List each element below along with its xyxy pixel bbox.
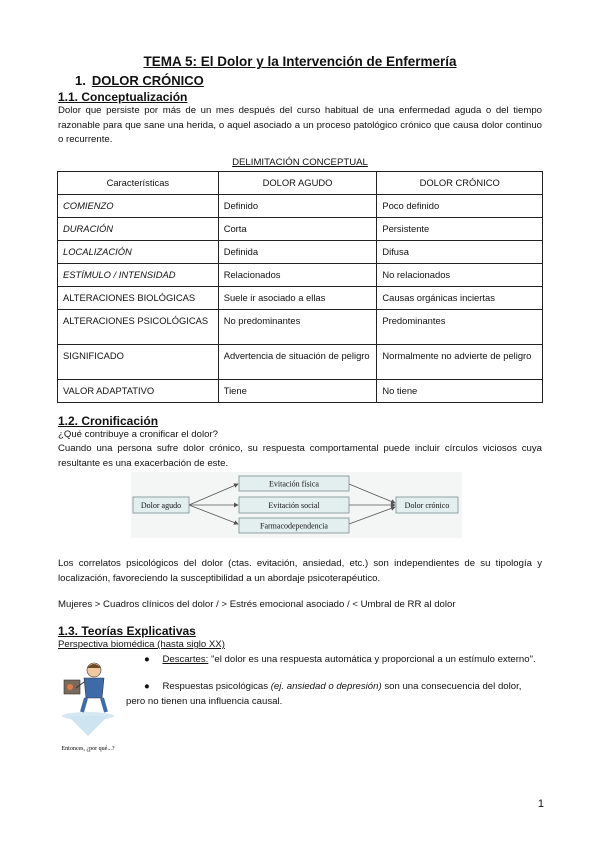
- table-cell: Poco definido: [377, 195, 543, 218]
- diagram-node-start-label: Dolor agudo: [140, 501, 182, 510]
- section-title: DOLOR CRÓNICO: [91, 73, 204, 88]
- diagram-arrow: [189, 505, 238, 524]
- table-cell: COMIENZO: [58, 195, 219, 218]
- table-cell: No tiene: [377, 380, 543, 403]
- table-row: [58, 345, 543, 380]
- table-row: [58, 380, 543, 403]
- cronification-diagram: [131, 472, 462, 538]
- illustration-svg: [58, 658, 118, 766]
- table-cell: LOCALIZACIÓN: [58, 241, 219, 264]
- table-header-row: [58, 172, 543, 195]
- illustration-caption: Entonces, ¿por qué...?: [61, 746, 115, 752]
- table-cell: No predominantes: [218, 310, 377, 345]
- section-number: 1.: [75, 73, 86, 88]
- subsection-heading-1-2: 1.2. Cronificación: [58, 414, 159, 428]
- diagram-node-middle-label: Evitación social: [268, 501, 320, 510]
- table-row: [58, 264, 543, 287]
- biomedical-subtitle: Perspectiva biomédica (hasta siglo XX): [58, 639, 225, 650]
- page-title: TEMA 5: El Dolor y la Intervención de Enfermería: [143, 54, 457, 69]
- table-cell: No relacionados: [377, 264, 543, 287]
- conceptualization-text: Dolor que persiste por más de un mes después del curso habitual de una enfermedad aguda o del tiempo razonable para que sane una herida, o aquel asociado a un proceso patológico crónico que causa dolor continuo o recurrente.: [58, 105, 542, 145]
- bullet-descartes: [126, 653, 542, 668]
- table-row: [58, 241, 543, 264]
- table-cell: Definida: [218, 241, 377, 264]
- table-row: [58, 218, 543, 241]
- bullet-psychological-pre: Respuestas psicológicas: [162, 681, 271, 692]
- table-cell: Corta: [218, 218, 377, 241]
- table-cell: ALTERACIONES BIOLÓGICAS: [58, 287, 219, 310]
- bullet-descartes-label: Descartes:: [162, 654, 209, 665]
- table-row: [58, 287, 543, 310]
- table-cell: VALOR ADAPTATIVO: [58, 380, 219, 403]
- table-cell: Normalmente no advierte de peligro: [377, 345, 543, 380]
- women-text: Mujeres > Cuadros clínicos del dolor / > Estrés emocional asociado / < Umbral de RR al dolor: [58, 599, 456, 610]
- diagram-node-end-label: Dolor crónico: [404, 501, 450, 510]
- table-cell: Suele ir asociado a ellas: [218, 287, 377, 310]
- table-cell: SIGNIFICADO: [58, 345, 219, 380]
- bullet-dot-icon: ●: [144, 681, 150, 692]
- table-cell: ESTÍMULO / INTENSIDAD: [58, 264, 219, 287]
- table-row: [58, 195, 543, 218]
- cronification-text: Cuando una persona sufre dolor crónico, su respuesta comportamental puede incluir círculos viciosos cuya resultante es una exacerbación de este.: [58, 443, 542, 469]
- bullet-dot-icon: ●: [144, 654, 150, 665]
- diagram-arrow: [349, 507, 395, 524]
- table-caption: DELIMITACIÓN CONCEPTUAL: [232, 157, 368, 168]
- cronification-question: ¿Qué contribuye a cronificar el dolor?: [58, 429, 218, 440]
- diagram-node-middle-label: Evitación física: [269, 479, 319, 489]
- diagram-svg: [131, 472, 462, 538]
- diagram-node-middle-label: Farmacodependencia: [260, 521, 328, 531]
- subsection-heading-1-3: 1.3. Teorías Explicativas: [58, 624, 196, 638]
- table-cell: Definido: [218, 195, 377, 218]
- section-heading: [75, 73, 204, 88]
- concept-table: [57, 171, 543, 403]
- table-header: DOLOR CRÓNICO: [377, 172, 543, 195]
- correlates-text: Los correlatos psicológicos del dolor (ctas. evitación, ansiedad, etc.) son independientes de su tipología y localización, favoreciendo la susceptibilidad a un abordaje psicoterapéutico.: [58, 558, 542, 584]
- table-cell: Persistente: [377, 218, 543, 241]
- diagram-arrow: [189, 484, 238, 505]
- descartes-illustration: [58, 658, 118, 766]
- table-cell: Relacionados: [218, 264, 377, 287]
- bullet-descartes-text: "el dolor es una respuesta automática y proporcional a un estímulo externo".: [208, 654, 536, 665]
- diagram-arrow: [349, 484, 395, 503]
- table-header: DOLOR AGUDO: [218, 172, 377, 195]
- bullet-psychological-post: son una consecuencia del dolor, pero no tienen una influencia causal.: [126, 681, 522, 707]
- subsection-heading-1-1: 1.1. Conceptualización: [58, 90, 188, 104]
- table-cell: Tiene: [218, 380, 377, 403]
- table-row: [58, 310, 543, 345]
- bullet-psychological-example: (ej. ansiedad o depresión): [270, 681, 382, 692]
- table-cell: Difusa: [377, 241, 543, 264]
- bullet-psychological: [126, 680, 542, 709]
- table-cell: Causas orgánicas inciertas: [377, 287, 543, 310]
- table-header: Características: [58, 172, 219, 195]
- table-cell: ALTERACIONES PSICOLÓGICAS: [58, 310, 219, 345]
- table-cell: Predominantes: [377, 310, 543, 345]
- page-number: 1: [537, 798, 544, 810]
- table-cell: Advertencia de situación de peligro: [218, 345, 377, 380]
- table-cell: DURACIÓN: [58, 218, 219, 241]
